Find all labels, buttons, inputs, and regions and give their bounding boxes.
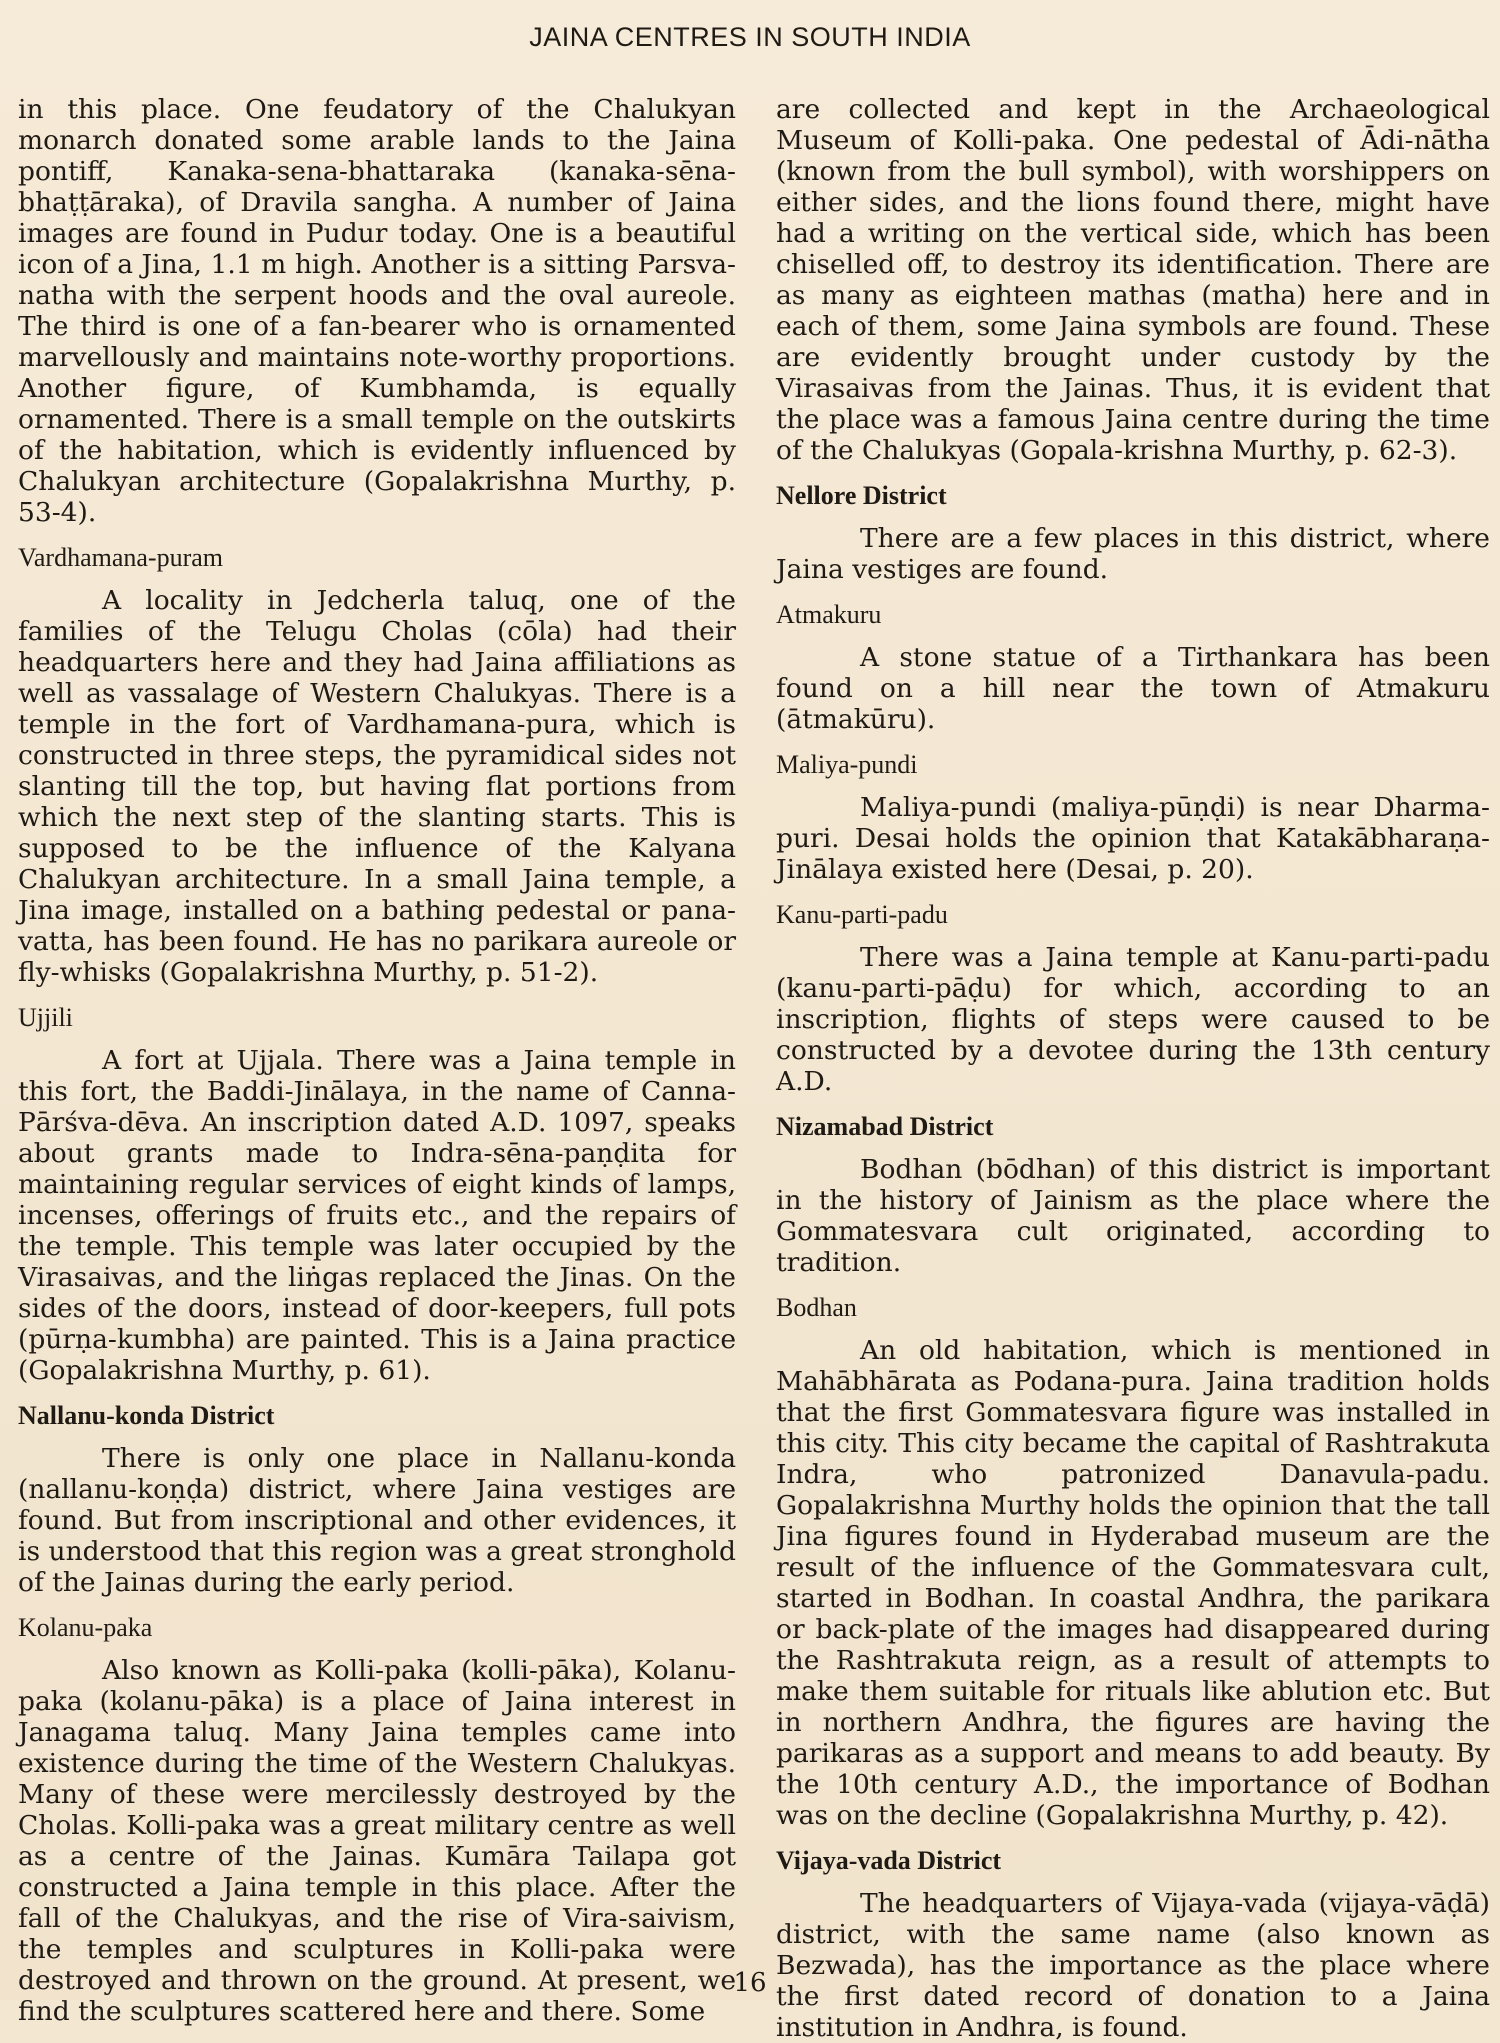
left-column: [18, 94, 736, 2027]
paragraph-maliya-pundi: Maliya-pundi (maliya-pūṇḍi) is near Dharma-puri. Desai holds the opinion that Katakābharaṇa-Jinālaya existed here (Desai, p. 20).: [776, 792, 1490, 885]
paragraph-kanu-parti-padu: There was a Jaina temple at Kanu-parti-padu (kanu-parti-pāḍu) for which, according to an inscription, flights of steps were caused to be constructed by a devotee during the 13th century A.D.: [776, 942, 1490, 1097]
heading-kanu-parti-padu: Kanu-parti-padu: [776, 900, 948, 929]
paragraph-vardhamana-puram: A locality in Jedcherla taluq, one of the families of the Telugu Cholas (cōla) had their headquarters here and they had Jaina affiliations as well as vassalage of Western Chalukyas. There is a temple in the fort of Vardhamana-pura, which is constructed in three steps, the pyramidical sides not slanting till the top, but having flat portions from which the next step of the slanting starts. This is supposed to be the influence of the Kalyana Chalukyan architecture. In a small Jaina temple, a Jina image, installed on a bathing pedestal or pana-vatta, has been found. He has no parikara aureole or fly-whisks (Gopalakrishna Murthy, p. 51-2).: [18, 585, 736, 988]
heading-vardhamana-puram: Vardhamana-puram: [18, 543, 224, 572]
running-title: JAINA CENTRES IN SOUTH INDIA: [529, 22, 971, 52]
heading-maliya-pundi: Maliya-pundi: [776, 750, 918, 779]
heading-nallanu-konda-district: Nallanu-konda District: [18, 1401, 275, 1430]
paragraph-kolli-paka-continued: are collected and kept in the Archaeological Museum of Kolli-paka. One pedestal of Ādi-nātha (known from the bull symbol), with worshippers on either sides, and the lions found there, might have had a writing on the vertical side, which has been chiselled off, to destroy its identification. There are as many as eighteen mathas (matha) here and in each of them, some Jaina symbols are found. These are evidently brought under custody by the Virasaivas from the Jainas. Thus, it is evident that the place was a famous Jaina centre during the time of the Chalukyas (Gopala-krishna Murthy, p. 62-3).: [776, 94, 1490, 466]
heading-nizamabad-district: Nizamabad District: [776, 1112, 994, 1141]
heading-bodhan: Bodhan: [776, 1293, 857, 1322]
paragraph-nallanu-konda: There is only one place in Nallanu-konda (nallanu-koṇḍa) district, where Jaina vestiges are found. But from inscriptional and other evidences, it is understood that this region was a great stronghold of the Jainas during the early period.: [18, 1443, 736, 1598]
paragraph-bodhan: An old habitation, which is mentioned in Mahābhārata as Podana-pura. Jaina tradition holds that the first Gommatesvara figure was installed in this city. This city became the capital of Rashtrakuta Indra, who patronized Danavula-padu. Gopalakrishna Murthy holds the opinion that the tall Jina figures found in Hyderabad museum are the result of the influence of the Gommatesvara cult, started in Bodhan. In coastal Andhra, the parikara or back-plate of the images had disappeared during the Rashtrakuta reign, as a result of attempts to make them suitable for rituals like ablution etc. But in northern Andhra, the figures are having the parikaras as a support and means to add beauty. By the 10th century A.D., the importance of Bodhan was on the decline (Gopalakrishna Murthy, p. 42).: [776, 1335, 1490, 1831]
paragraph-nellore: There are a few places in this district, where Jaina vestiges are found.: [776, 523, 1490, 585]
page-number: 16: [733, 1968, 767, 1998]
heading-kolanu-paka: Kolanu-paka: [18, 1613, 153, 1642]
heading-vijaya-vada-district: Vijaya-vada District: [776, 1846, 1002, 1875]
heading-ujjili: Ujjili: [18, 1003, 73, 1032]
right-column: [776, 94, 1490, 2043]
paragraph-atmakuru: A stone statue of a Tirthankara has been found on a hill near the town of Atmakuru (ātmakūru).: [776, 642, 1490, 735]
heading-atmakuru: Atmakuru: [776, 600, 882, 629]
paragraph-nizamabad: Bodhan (bōdhan) of this district is important in the history of Jainism as the place where the Gommatesvara cult originated, according to tradition.: [776, 1154, 1490, 1278]
paragraph-pudur: in this place. One feudatory of the Chalukyan monarch donated some arable lands to the Jaina pontiff, Kanaka-sena-bhattaraka (kanaka-sēna-bhaṭṭāraka), of Dravila sangha. A number of Jaina images are found in Pudur today. One is a beautiful icon of a Jina, 1.1 m high. Another is a sitting Parsva-natha with the serpent hoods and the oval aureole. The third is one of a fan-bearer who is ornamented marvellously and maintains note-worthy proportions. Another figure, of Kumbhamda, is equally ornamented. There is a small temple on the outskirts of the habitation, which is evidently influenced by Chalukyan architecture (Gopalakrishna Murthy, p. 53-4).: [18, 94, 736, 528]
heading-nellore-district: Nellore District: [776, 481, 947, 510]
paragraph-kolanu-paka: Also known as Kolli-paka (kolli-pāka), Kolanu-paka (kolanu-pāka) is a place of Jaina interest in Janagama taluq. Many Jaina temples came into existence during the time of the Western Chalukyas. Many of these were mercilessly destroyed by the Cholas. Kolli-paka was a great military centre as well as a centre of the Jainas. Kumāra Tailapa got constructed a Jaina temple in this place. After the fall of the Chalukyas, and the rise of Vira-saivism, the temples and sculptures in Kolli-paka were destroyed and thrown on the ground. At present, we find the sculptures scattered here and there. Some: [18, 1655, 736, 2027]
paragraph-ujjili: A fort at Ujjala. There was a Jaina temple in this fort, the Baddi-Jinālaya, in the name of Canna-Pārśva-dēva. An inscription dated A.D. 1097, speaks about grants made to Indra-sēna-paṇḍita for maintaining regular services of eight kinds of lamps, incenses, offerings of fruits etc., and the repairs of the temple. This temple was later occupied by the Virasaivas, and the liṅgas replaced the Jinas. On the sides of the doors, instead of door-keepers, full pots (pūrṇa-kumbha) are painted. This is a Jaina practice (Gopalakrishna Murthy, p. 61).: [18, 1045, 736, 1386]
paragraph-vijaya-vada: The headquarters of Vijaya-vada (vijaya-vāḍā) district, with the same name (also known as Bezwada), has the importance as the place where the first dated record of donation to a Jaina institution in Andhra, is found.: [776, 1888, 1490, 2043]
